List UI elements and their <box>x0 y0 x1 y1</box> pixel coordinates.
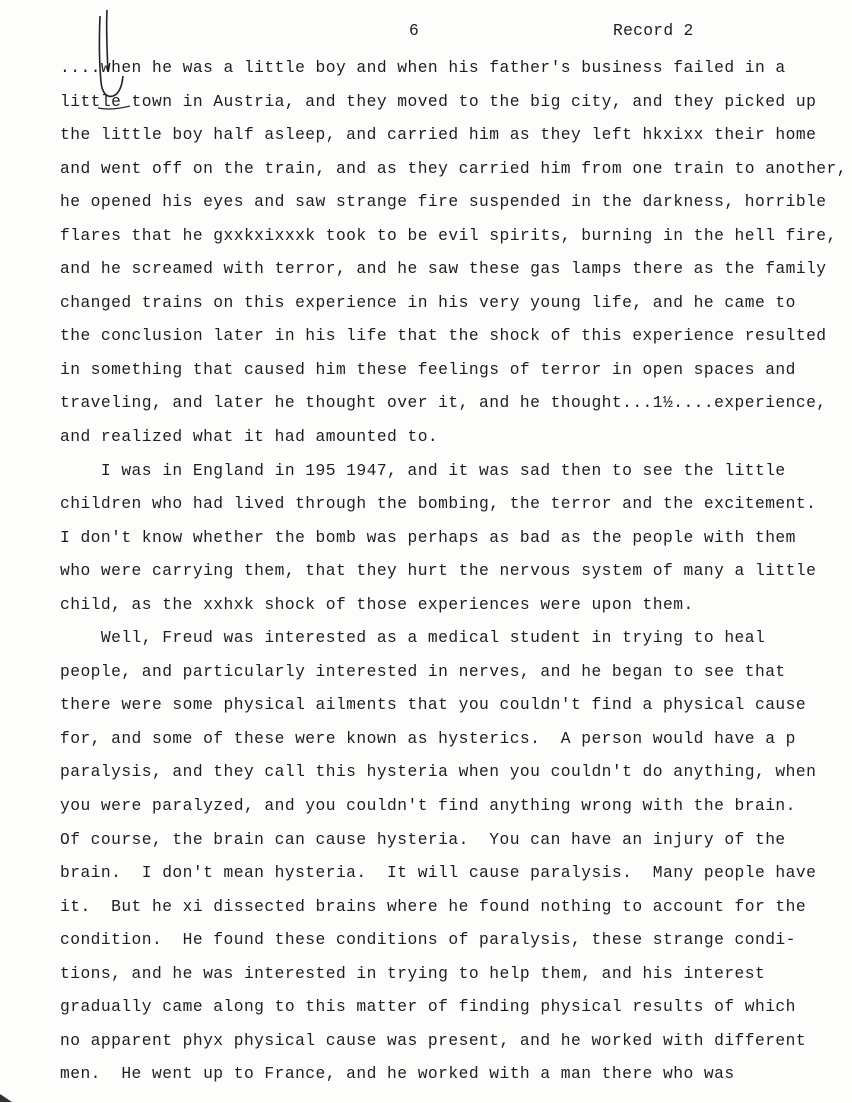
text-line: paralysis, and they call this hysteria when you couldn't do anything, when <box>60 762 817 782</box>
page-number: 6 <box>409 21 420 40</box>
text-line: gradually came along to this matter of finding physical results of which <box>60 997 796 1017</box>
text-line: brain. I don't mean hysteria. It will cause paralysis. Many people have <box>60 863 817 883</box>
record-label: Record 2 <box>613 21 694 40</box>
text-line: who were carrying them, that they hurt the nervous system of many a little <box>60 561 817 581</box>
text-line: in something that caused him these feelings of terror in open spaces and <box>60 359 796 379</box>
text-line: little town in Austria, and they moved to the big city, and they picked up <box>60 91 817 111</box>
text-line: changed trains on this experience in his very young life, and he came to <box>60 292 796 312</box>
text-line: Of course, the brain can cause hysteria. You can have an injury of the <box>60 829 786 849</box>
text-line: I was in England in 195 1947, and it was sad then to see the little <box>60 460 786 480</box>
text-line: there were some physical ailments that you couldn't find a physical cause <box>60 695 807 715</box>
text-line: he opened his eyes and saw strange fire suspended in the darkness, horrible <box>60 192 827 212</box>
text-line: children who had lived through the bombing, the terror and the excitement. <box>60 494 817 514</box>
text-line: child, as the xxhxk shock of those experiences were upon them. <box>60 594 694 614</box>
text-line: tions, and he was interested in trying to help them, and his interest <box>60 963 766 983</box>
text-line: you were paralyzed, and you couldn't find anything wrong with the brain. <box>60 796 796 816</box>
text-line: ....when he was a little boy and when his father's business failed in a <box>60 58 786 77</box>
text-line: no apparent phyx physical cause was present, and he worked with different <box>60 1030 807 1050</box>
text-line: men. He went up to France, and he worked with a man there who was <box>60 1064 735 1084</box>
document-body <box>60 56 847 1096</box>
text-line: condition. He found these conditions of paralysis, these strange condi- <box>60 930 796 950</box>
text-line: people, and particularly interested in nerves, and he began to see that <box>60 661 786 681</box>
page-edge-mark <box>0 1092 14 1103</box>
text-line: flares that he gxxkxixxxk took to be evil spirits, burning in the hell fire, <box>60 225 837 245</box>
text-line: Well, Freud was interested as a medical student in trying to heal <box>60 628 766 648</box>
text-line: the conclusion later in his life that the shock of this experience resulted <box>60 326 827 346</box>
text-line: traveling, and later he thought over it, and he thought...1½....experience, <box>60 393 827 413</box>
text-line: and realized what it had amounted to. <box>60 427 439 447</box>
text-line: and he screamed with terror, and he saw these gas lamps there as the family <box>60 259 827 279</box>
text-line: and went off on the train, and as they carried him from one train to another, <box>60 158 847 178</box>
text-line: the little boy half asleep, and carried him as they left hkxixx their home <box>60 125 817 145</box>
text-line: for, and some of these were known as hysterics. A person would have a p <box>60 728 796 748</box>
text-line: it. But he xi dissected brains where he found nothing to account for the <box>60 896 807 916</box>
text-line: I don't know whether the bomb was perhaps as bad as the people with them <box>60 527 796 547</box>
